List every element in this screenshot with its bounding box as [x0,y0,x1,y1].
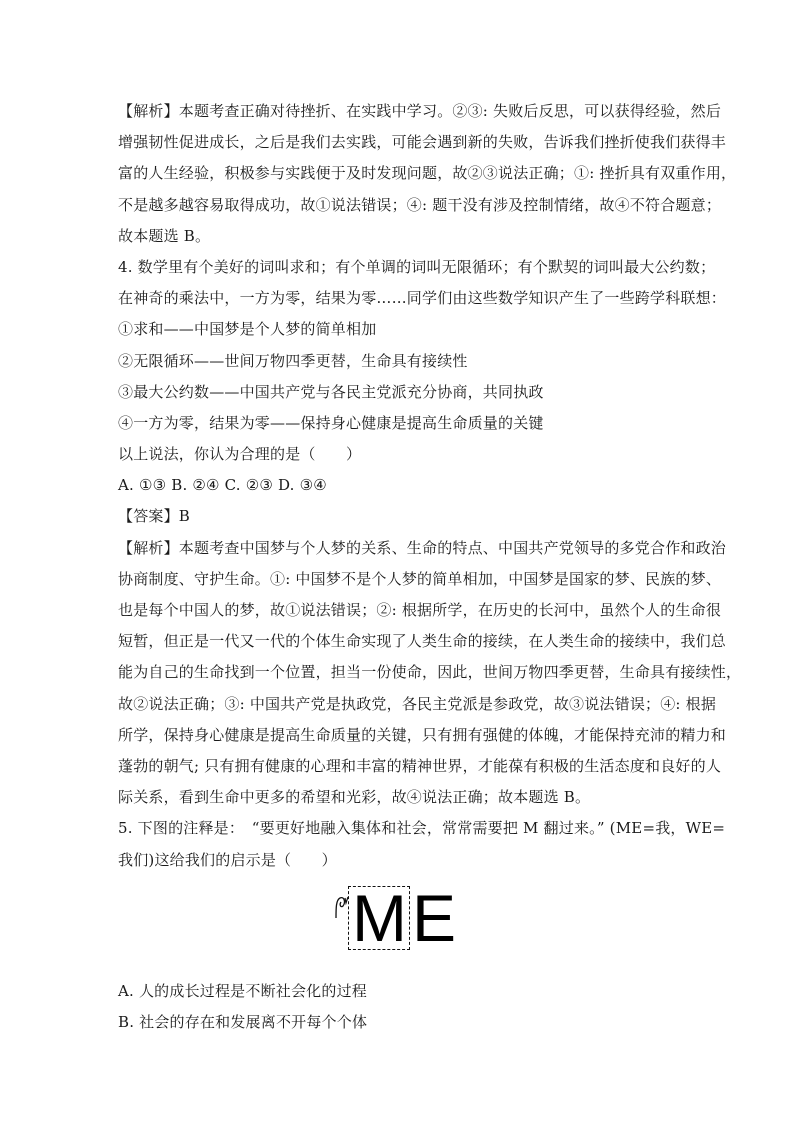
analysis-q3 [118,96,737,252]
question-5-stem-line: 5. 下图的注释是： “要更好地融入集体和社会，常常需要把 M 翻过来。” (ME=我，WE= [118,819,726,838]
letter-e: E [412,880,457,955]
question-4-prompt: 以上说法，你认为合理的是（ ） [118,445,362,464]
document-page [118,96,742,1038]
analysis-q3-line: 增强韧性促进成长，之后是我们去实践，可能会遇到新的失败，告诉我们挫折使我们获得丰 [118,133,727,152]
analysis-q3-line: 【解析】本题考查正确对待挫折、在实践中学习。②③: 失败后反思，可以获得经验，然后 [118,102,722,120]
me-figure-area [118,876,700,976]
question-4-statement: ③最大公约数——中国共产党与各民主党派充分协商，共同执政 [118,382,544,401]
question-5-option: B. 社会的存在和发展离不开每个个体 [118,1012,368,1031]
question-5-option: A. 人的成长过程是不断社会化的过程 [118,981,367,1000]
me-figure [340,880,457,972]
question-4-analysis-line: 际关系，看到生命中更多的希望和光彩，故④说法正确；故本题选 B。 [118,788,591,807]
question-4-stem-line: 在神奇的乘法中，一方为零，结果为零……同学们由这些数学知识产生了一些跨学科联想： [118,289,727,308]
question-4-analysis-line: 也是每个中国人的梦，故①说法错误；②: 根据所学，在历史的长河中，虽然个人的生命很 [118,601,722,619]
question-4-analysis-line: 故②说法正确；③: 中国共产党是执政党，各民主党派是参政党，故③说法错误；④: 根据 [118,694,717,713]
letter-m: M [352,880,407,955]
question-4-analysis-line: 蓬勃的朝气; 只有拥有健康的心理和丰富的精神世界，才能葆有积极的生活态度和良好的人 [118,756,722,775]
analysis-q3-line: 不是越多越容易取得成功，故①说法错误；④: 题干没有涉及控制情绪，故④不符合题意； [118,195,722,214]
question-4-statement: ②无限循环——世间万物四季更替，生命具有接续性 [118,351,468,370]
analysis-q3-line: 富的人生经验，积极参与实践便于及时发现问题，故②③说法正确；①: 挫折具有双重作用， [118,164,737,183]
question-4-answer: 【答案】B [118,507,191,526]
question-4-analysis-line: 【解析】本题考查中国梦与个人梦的关系、生命的特点、中国共产党领导的多党合作和政治 [118,538,727,557]
analysis-q3-line: 故本题选 B。 [118,226,211,245]
question-5-stem-line: 我们)这给我们的启示是（ ） [118,850,337,869]
question-4-options: A. ①③ B. ②④ C. ②③ D. ③④ [118,476,327,495]
question-4-stem-line: 4. 数学里有个美好的词叫求和；有个单调的词叫无限循环；有个默契的词叫最大公约数； [118,257,716,276]
question-4-statement: ①求和——中国梦是个人梦的简单相加 [118,320,377,339]
question-4-analysis-line: 能为自己的生命找到一个位置，担当一份使命，因此，世间万物四季更替，生命具有接续性， [118,663,742,682]
question-4 [118,252,742,813]
question-4-analysis-line: 协商制度、守护生命。①: 中国梦不是个人梦的简单相加，中国梦是国家的梦、民族的梦、 [118,569,722,588]
question-4-analysis-line: 所学，保持身心健康是提高生命质量的关键，只有拥有强健的体魄，才能保持充沛的精力和 [118,725,727,744]
flip-arrow-icon [332,894,352,920]
question-4-statement: ④一方为零，结果为零——保持身心健康是提高生命质量的关键 [118,413,544,432]
question-4-analysis-line: 短暂，但正是一代又一代的个体生命实现了人类生命的接续，在人类生命的接续中，我们总 [118,632,727,651]
question-5 [118,813,726,1038]
